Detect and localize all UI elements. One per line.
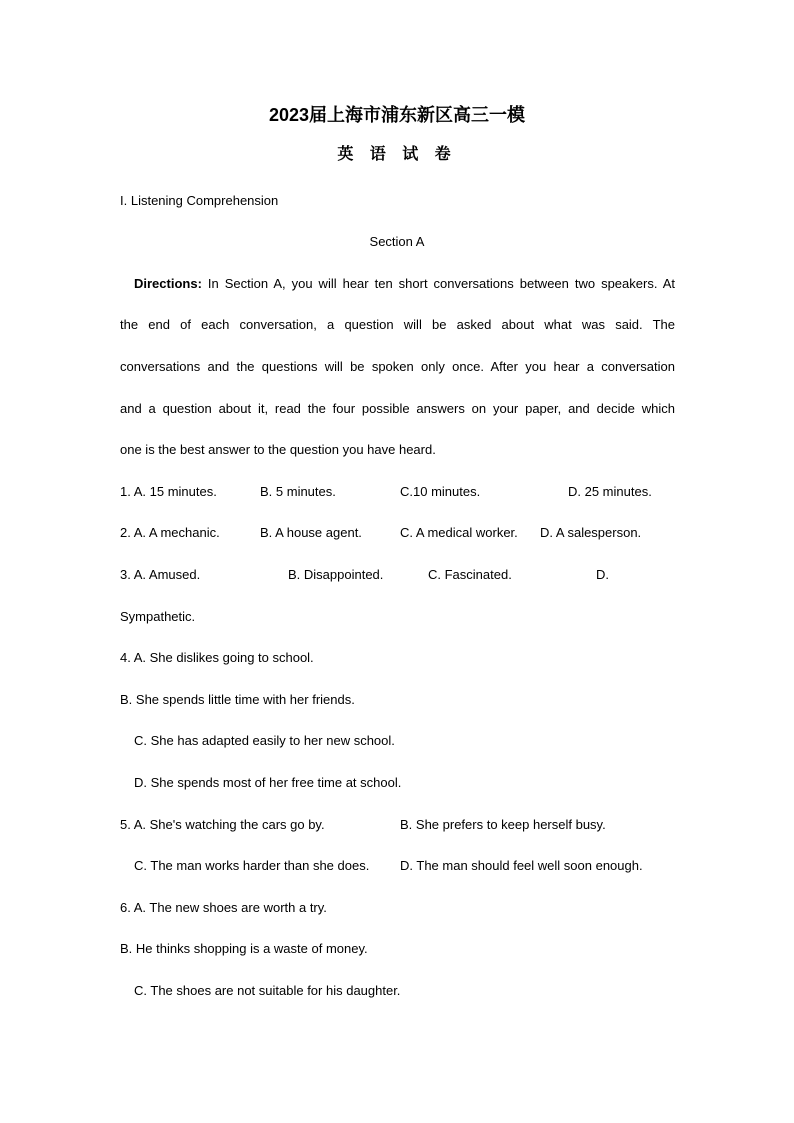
q5-option-d: D. The man should feel well soon enough. xyxy=(400,858,643,873)
section-a-heading: Section A xyxy=(369,234,425,249)
question-1 xyxy=(0,484,794,500)
directions-line-5: one is the best answer to the question you have heard. xyxy=(120,442,436,457)
directions-line-3: conversations and the questions will be spoken only once. After you hear a conversation xyxy=(120,359,675,374)
exam-title: 2023届上海市浦东新区高三一模 xyxy=(268,105,526,125)
q2-option-b: B. A house agent. xyxy=(260,525,362,540)
q3-option-b: B. Disappointed. xyxy=(288,567,384,582)
q2-option-d: D. A salesperson. xyxy=(540,525,642,540)
directions-line-1 xyxy=(134,276,675,292)
q4-option-a: 4. A. She dislikes going to school. xyxy=(120,650,314,665)
q4-option-c: C. She has adapted easily to her new school. xyxy=(134,733,395,748)
q4-option-b: B. She spends little time with her friends. xyxy=(120,692,355,707)
q2-option-a: 2. A. A mechanic. xyxy=(120,525,220,540)
q1-option-d: D. 25 minutes. xyxy=(568,484,652,499)
q5-option-a: 5. A. She's watching the cars go by. xyxy=(120,817,325,832)
section-heading: I. Listening Comprehension xyxy=(120,193,279,208)
q1-option-b: B. 5 minutes. xyxy=(260,484,336,499)
exam-subtitle: 英 语 试 卷 xyxy=(337,146,457,163)
question-5-row-1 xyxy=(0,817,794,833)
q6-option-a: 6. A. The new shoes are worth a try. xyxy=(120,900,327,915)
q4-option-d: D. She spends most of her free time at school. xyxy=(134,775,402,790)
q3-option-a: 3. A. Amused. xyxy=(120,567,201,582)
directions-line-2: the end of each conversation, a question will be asked about what was said. The xyxy=(120,317,675,332)
directions-line-4: and a question about it, read the four possible answers on your paper, and decide which xyxy=(120,401,675,416)
question-2 xyxy=(0,525,794,541)
question-3 xyxy=(0,567,794,583)
directions-text-1: In Section A, you will hear ten short conversations between two speakers. At xyxy=(201,276,675,291)
q5-option-c: C. The man works harder than she does. xyxy=(134,858,370,873)
question-5-row-2 xyxy=(0,858,794,874)
q6-option-b: B. He thinks shopping is a waste of money. xyxy=(120,941,368,956)
q6-option-c: C. The shoes are not suitable for his daughter. xyxy=(134,983,401,998)
q1-option-a: 1. A. 15 minutes. xyxy=(120,484,217,499)
q2-option-c: C. A medical worker. xyxy=(400,525,518,540)
q3-option-d-continued: Sympathetic. xyxy=(120,609,196,624)
directions-label: Directions: xyxy=(134,276,202,291)
q3-option-d: D. xyxy=(596,567,609,582)
q1-option-c: C.10 minutes. xyxy=(400,484,481,499)
q3-option-c: C. Fascinated. xyxy=(428,567,512,582)
q5-option-b: B. She prefers to keep herself busy. xyxy=(400,817,606,832)
